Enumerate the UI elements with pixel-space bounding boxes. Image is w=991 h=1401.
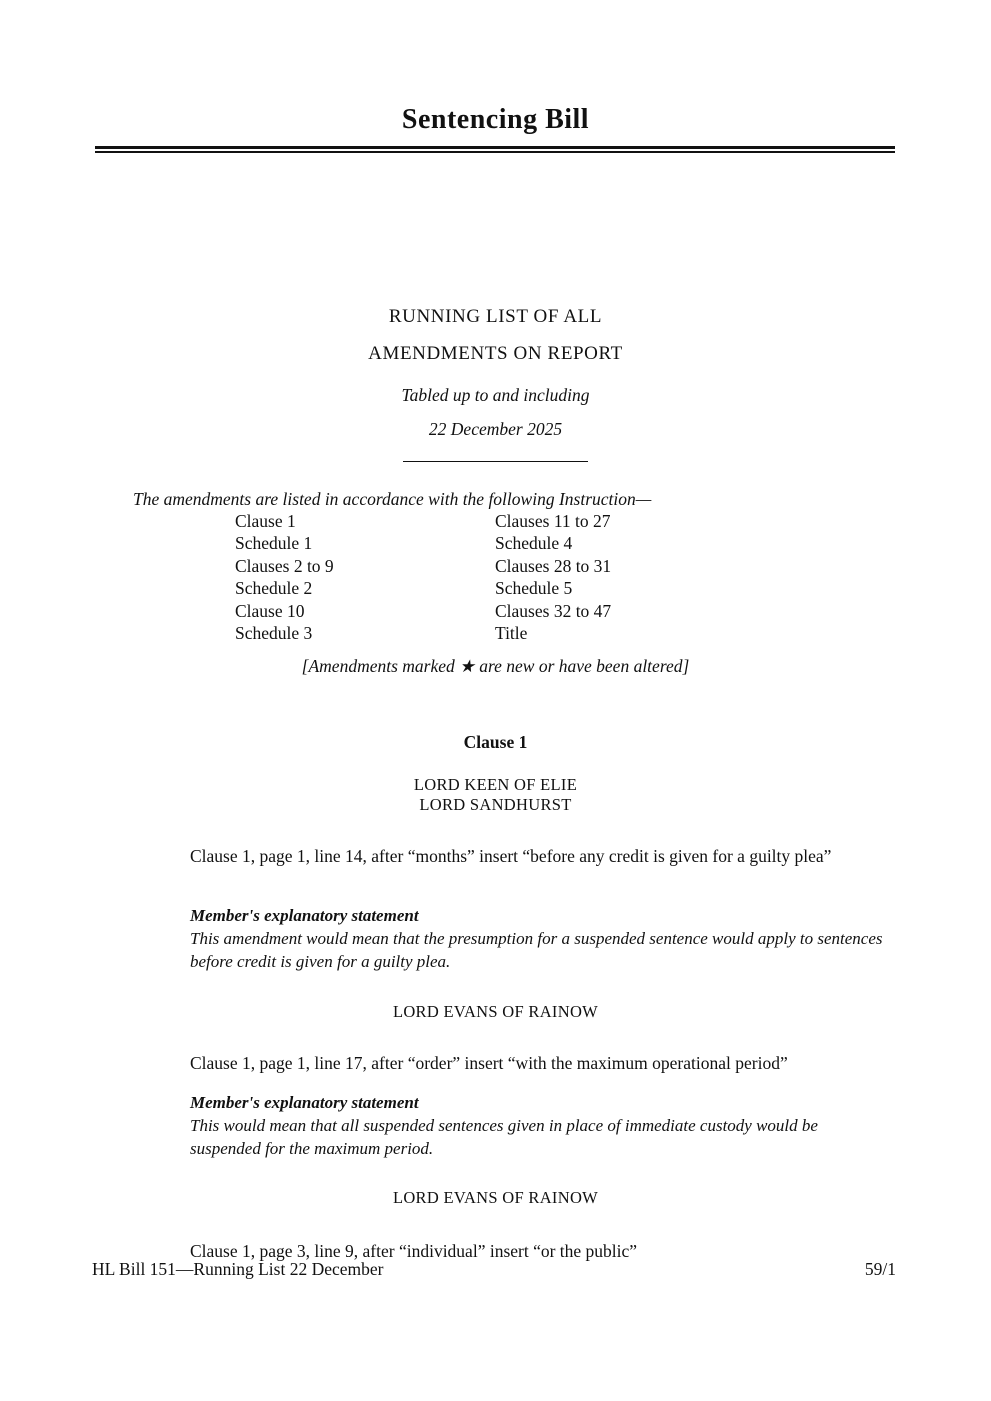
instruction-column-right	[495, 510, 611, 644]
instruction-item: Title	[495, 623, 528, 644]
sponsor-name: LORD SANDHURST	[419, 794, 572, 814]
instruction-item: Clauses 28 to 31	[495, 555, 612, 576]
instruction-item: Clauses 11 to 27	[495, 511, 611, 531]
amendment-1-text: Clause 1, page 1, line 14, after “months” insert “before any credit is given for a guilty plea”	[190, 846, 832, 866]
sponsor-name: LORD EVANS OF RAINOW	[392, 1002, 599, 1021]
page-title: Sentencing Bill	[401, 104, 590, 135]
footer-bill-reference: HL Bill 151—Running List 22 December	[92, 1259, 384, 1279]
instruction-item: Clause 10	[235, 600, 305, 621]
section-divider-rule	[403, 461, 588, 462]
clause-1-heading: Clause 1	[463, 732, 528, 752]
instruction-item: Schedule 4	[495, 533, 573, 554]
instruction-item: Clause 1	[235, 511, 296, 531]
instruction-column-left	[235, 510, 334, 644]
amendment-2-sponsors	[0, 1002, 991, 1022]
amendment-3-text: Clause 1, page 3, line 9, after “individual” insert “or the public”	[190, 1241, 638, 1261]
instruction-item: Schedule 5	[495, 578, 573, 599]
amendment-1-explanatory-label: Member's explanatory statement	[190, 906, 419, 925]
sponsor-name: LORD EVANS OF RAINOW	[392, 1188, 599, 1207]
amendment-1-sponsors	[0, 775, 991, 814]
instruction-item: Schedule 3	[235, 623, 313, 644]
instruction-item: Clauses 32 to 47	[495, 600, 612, 621]
running-list-heading-line1: RUNNING LIST OF ALL	[388, 306, 603, 327]
amendment-2-explanatory-text: This would mean that all suspended sentences given in place of immediate custody would be suspended for the maximum period.	[190, 1116, 818, 1158]
amendment-1-explanatory-text: This amendment would mean that the presumption for a suspended sentence would apply to sentences before credit is given for a guilty plea.	[190, 929, 883, 971]
running-list-heading-line2: AMENDMENTS ON REPORT	[368, 343, 623, 364]
amendment-2-explanatory-label: Member's explanatory statement	[190, 1093, 419, 1112]
instruction-intro: The amendments are listed in accordance with the following Instruction—	[133, 489, 652, 509]
instruction-item: Schedule 1	[235, 533, 313, 554]
amendments-marked-note: [Amendments marked ★ are new or have been altered]	[301, 656, 690, 676]
footer-page-number: 59/1	[864, 1259, 896, 1279]
amendment-3-sponsors	[0, 1188, 991, 1208]
tabled-date-line: 22 December 2025	[428, 419, 563, 439]
title-double-rule	[95, 146, 895, 153]
instruction-item: Clauses 2 to 9	[235, 555, 334, 576]
sponsor-name: LORD KEEN OF ELIE	[413, 775, 578, 794]
tabled-up-to-line: Tabled up to and including	[401, 385, 590, 405]
instruction-item: Schedule 2	[235, 578, 313, 599]
amendment-2-text: Clause 1, page 1, line 17, after “order” insert “with the maximum operational period”	[190, 1053, 788, 1073]
